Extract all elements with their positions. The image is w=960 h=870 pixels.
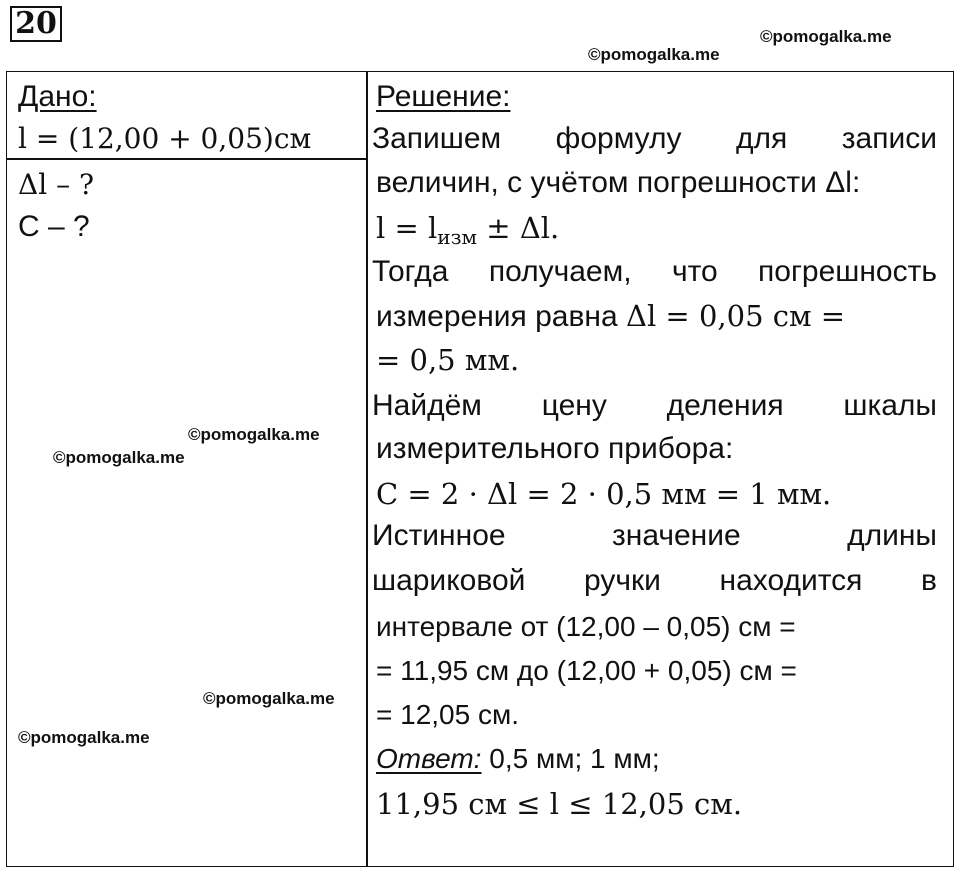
given-length: l = (12,00 + 0,05)см [18, 122, 312, 155]
math-part: Δl = 0,05 см = [626, 299, 846, 333]
word: погрешность [758, 255, 937, 288]
word: формулу [555, 122, 682, 155]
word: шариковой [372, 564, 526, 597]
solution-p4-line3: интервале от (12,00 – 0,05) см = [376, 611, 796, 642]
solution-p2-line3: = 0,5 мм. [376, 343, 520, 377]
answer-range: 11,95 см ≤ l ≤ 12,05 см. [376, 787, 743, 821]
word: находится [719, 564, 863, 597]
solution-p4-line1 [372, 519, 937, 553]
solution-p2-line2 [376, 299, 845, 334]
watermark: ©pomogalka.me [188, 425, 320, 444]
solution-p4-line2 [372, 564, 937, 598]
watermark: ©pomogalka.me [53, 448, 185, 467]
find-c: C – ? [18, 210, 90, 243]
watermark: ©pomogalka.me [203, 689, 335, 708]
word: шкалы [843, 389, 937, 422]
answer-label: Ответ: [376, 743, 482, 774]
solution-p1-line1 [372, 122, 937, 156]
word: ручки [584, 564, 661, 597]
solution-p3-line1 [372, 389, 937, 423]
watermark: ©pomogalka.me [588, 45, 720, 64]
answer-text: 0,5 мм; 1 мм; [481, 743, 660, 774]
task-number: 20 [10, 6, 62, 42]
word: цену [541, 389, 607, 422]
formula-c: C = 2 · Δl = 2 · 0,5 мм = 1 мм. [376, 477, 832, 511]
text-part: измерения равна [376, 300, 626, 333]
word: в [921, 564, 937, 597]
given-divider [7, 158, 366, 160]
solution-p1-line2: величин, с учётом погрешности Δl: [376, 166, 861, 199]
column-divider [366, 72, 368, 866]
word: Тогда [372, 255, 449, 288]
solution-heading: Решение: [376, 80, 511, 113]
formula-part: l = l [376, 211, 438, 245]
formula-part: ± Δl. [477, 211, 560, 245]
find-delta-l: Δl – ? [18, 168, 94, 201]
word: Найдём [372, 389, 482, 422]
solution-p2-line1 [372, 255, 937, 289]
word: Истинное [372, 519, 506, 552]
given-heading: Дано: [18, 80, 97, 113]
solution-p4-line5: = 12,05 см. [376, 699, 520, 730]
word: деления [666, 389, 784, 422]
word: записи [841, 122, 937, 155]
word: что [671, 255, 718, 288]
answer-line [376, 742, 660, 776]
watermark: ©pomogalka.me [760, 27, 892, 46]
word: для [736, 122, 788, 155]
word: Запишем [372, 122, 502, 155]
watermark: ©pomogalka.me [18, 728, 150, 747]
solution-p4-line4: = 11,95 см до (12,00 + 0,05) см = [376, 655, 797, 686]
formula-l [376, 211, 559, 254]
word: длины [847, 519, 937, 552]
word: получаем, [488, 255, 632, 288]
word: значение [612, 519, 741, 552]
formula-subscript: изм [437, 225, 478, 249]
solution-p3-line2: измерительного прибора: [376, 432, 734, 465]
